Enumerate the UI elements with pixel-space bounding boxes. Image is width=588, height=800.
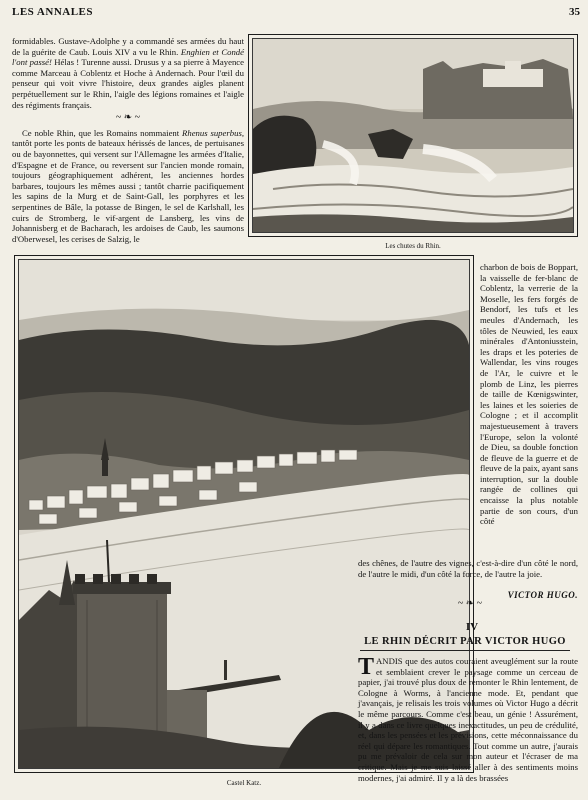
section-title: LE RHIN DÉCRIT PAR VICTOR HUGO	[364, 636, 566, 647]
paragraph-2-text: Ce noble Rhin, que les Romains nommaient	[22, 127, 180, 138]
continuation-text	[358, 558, 578, 590]
paragraph-1	[12, 36, 244, 110]
castle-caption: Castel Katz.	[226, 779, 262, 787]
section-body	[358, 656, 578, 796]
signature: VICTOR HUGO.	[507, 590, 578, 600]
section-number: IV	[465, 621, 479, 633]
continuation-paragraph: des chênes, de l'autre des vignes, c'est-à-dire d'un côté le nord, de l'autre le midi, d'un côté la force, de l'autre la joie.	[358, 558, 578, 579]
left-column	[12, 36, 244, 246]
paragraph-1-text: formidables. Gustave-Adolphe y a commandé ses armées du haut de la guérite de Caub. Louis XIV a vu le Rhin.	[12, 36, 244, 57]
page-number: 35	[569, 6, 580, 18]
ornament-1: ~ ❧ ~	[115, 112, 141, 124]
falls-caption: Les chutes du Rhin.	[385, 242, 441, 250]
paragraph-1-italic: Enghien et Condé l'ont passé!	[12, 46, 244, 68]
right-narrow-column	[480, 262, 578, 556]
paragraph-1-text-b: Hélas ! Turenne aussi. Drusus y a sa pierre à Mayence comme Marceau à Coblentz et Hoche à Andernach. Pour l'œil du penseur qui voit vivre l'histoire, deux grandes aigles planent perpétuellement sur le Rhin, l'aigle des légions romaines et l'aigle des régiments français.	[12, 57, 245, 110]
ornament-2: ~ ❧ ~	[457, 598, 483, 609]
rhine-falls-image	[252, 38, 574, 233]
right-column-text: charbon de bois de Boppart, la vaisselle de fer-blanc de Coblentz, la verrerie de la Moselle, les fers forgés de Bendorf, les tufs et les meules d'Andernach, les tôles de Neuwied, les eaux minérales d'Antoniusstein, les draps et les poteries de Wallendar, les vins rouges de l'Ar, le cuivre et le plomb de Linz, les pierres de taille de Kœnigswinter, les laines et les soieries de Cologne ; et il accomplit majestueusement à travers l'Europe, selon la volonté de Dieu, sa double fonction de fleuve de la guerre et de fleuve de la paix, ayant sans interruption, sur la double rangée de collines qui encaisse la plus notable partie de son cours, d'un côté	[480, 262, 578, 527]
page-header	[12, 6, 580, 24]
paragraph-2-italic: Rhenus superbus,	[182, 127, 245, 138]
figure-rhine-falls	[248, 34, 578, 237]
paragraph-2	[12, 128, 244, 245]
rhine-falls-illustration	[253, 39, 573, 232]
drop-cap: T	[358, 654, 375, 680]
section-body-paragraph	[358, 656, 578, 783]
magazine-title: LES ANNALES	[12, 6, 94, 18]
section-body-text: ANDIS que des autos couraient aveuglément sur la route et semblaient crever le paysage comme un cerceau de papier, j'ai trouvé plus doux de remonter le Rhin lentement, de Cologne à Worms, à l'ancienne mode. Et, pendant que j'avançais, je relisais les trois volumes où Victor Hugo a décrit le même parcours. Comme c'est beau, un génie ! Assurément, il y a dans ce livre quelques inexactitudes, un peu de crédulité, et, dans les pensées et les prévisions, cette méconnaissance du réel qui dépare les romantiques. Tout comme un autre, j'aurais pu me prévaloir de cela sur mon auteur et l'écraser de ma critique. Mais je me suis laissé aller à des sentiments moins modernes, j'ai admiré. Il y a là des brassées	[358, 656, 578, 783]
paragraph-2-text-b: tantôt porte les ponts de bateaux hérissés de lances, de pertuisanes ou de bayonnettes, qui versent sur l'Allemagne les armées d'Italie, d'Espagne et de France, ou reversent sur l'ancien monde romain, toujours géographiquement adhérent, les anciennes hordes barbares, toujours les mêmes aussi ; tantôt charrie pacifiquement les sapins de la Murg et de Saint-Gall, les porphyres et les serpentines de Bâle, la potasse de Bingen, le sel de Karlshall, les cuirs de Stromberg, le vif-argent de Lansberg, les vins de Johannisberg et de Bacharach, les ardoises de Caub, les saumons d'Oberwesel, les cerises de Salzig, le	[12, 138, 244, 244]
section-rule	[360, 650, 570, 651]
